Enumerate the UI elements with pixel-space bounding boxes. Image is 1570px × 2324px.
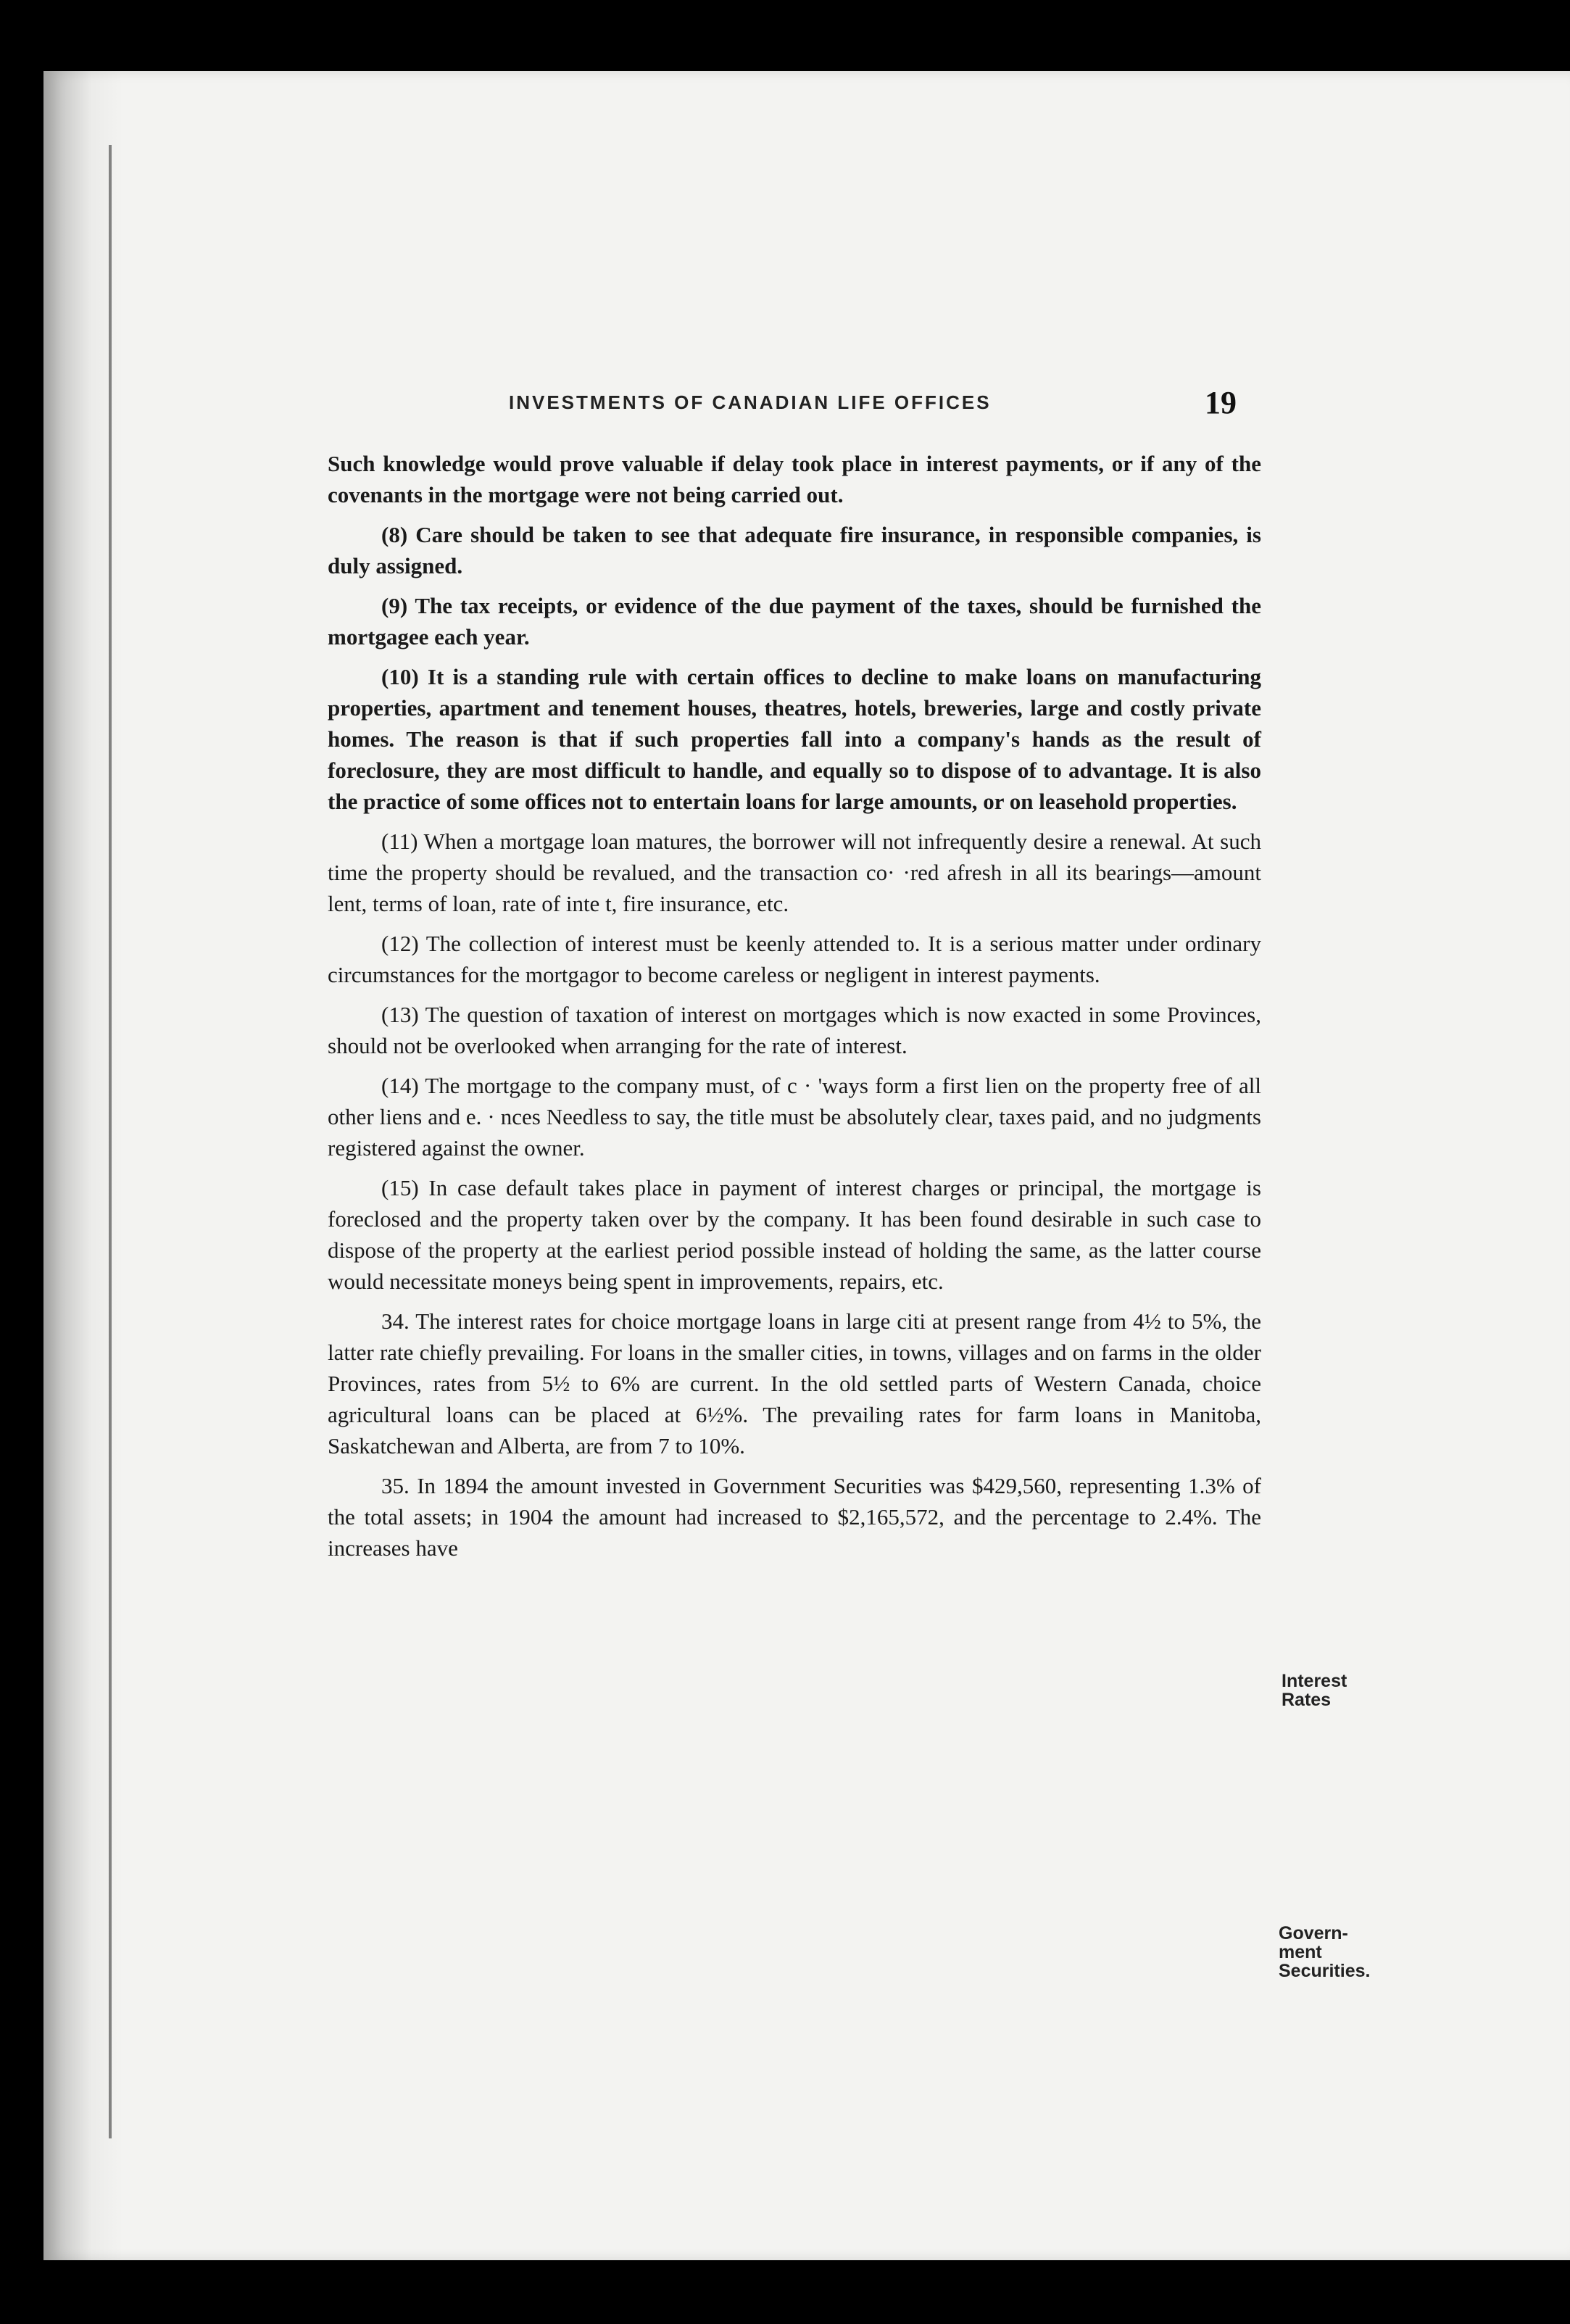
- sidenote-line: Securities.: [1279, 1961, 1371, 1981]
- sidenote-line: Rates: [1282, 1690, 1332, 1710]
- sidenote-interest-rates: [1282, 1672, 1397, 1709]
- sidenote-line: Govern-: [1279, 1923, 1348, 1943]
- paragraph-15: (15) In case default takes place in payment of interest charges or principal, the mortgage is foreclosed and the property taken over by the company. It has been found desirable in such case to dispose of the property at the earliest period possible instead of holding the same, as the latter course would necessitate moneys being spent in improvements, repairs, etc.: [328, 1175, 1261, 1294]
- paragraph-continuation: Such knowledge would prove valuable if delay took place in interest payments, or if any of the covenants in the mortgage were not being carried out.: [328, 451, 1261, 507]
- sidenote-line: Interest: [1282, 1671, 1347, 1691]
- body-text: [328, 448, 1261, 1572]
- paragraph-9: (9) The tax receipts, or evidence of the due payment of the taxes, should be furnished the mortgagee each year.: [328, 593, 1261, 650]
- binding-line: [109, 145, 112, 2138]
- paragraph-12: (12) The collection of interest must be keenly attended to. It is a serious matter under ordinary circumstances for the mortgagor to become careless or negligent in interest payments.: [328, 931, 1261, 987]
- page-header: [328, 384, 1270, 428]
- paragraph-34: 34. The interest rates for choice mortgage loans in large citi at present range from 4½ to 5%, the latter rate chiefly prevailing. For loans in the smaller cities, in towns, villages and on farms in the older Provinces, rates from 5½ to 6% are current. In the old settled parts of Western Canada, choice agricultural loans can be placed at 6½%. The prevailing rates for farm loans in Manitoba, Saskatchewan and Alberta, are from 7 to 10%.: [328, 1308, 1261, 1458]
- page-number: 19: [1205, 385, 1237, 420]
- sidenote-line: ment: [1279, 1942, 1322, 1962]
- paragraph-10: (10) It is a standing rule with certain offices to decline to make loans on manufacturing properties, apartment and tenement houses, theatres, hotels, breweries, large and costly private homes. The reason is that if such properties fall into a company's hands as the result of foreclosure, they are most difficult to handle, and equally so to dispose of to advantage. It is also the practice of some offices not to entertain loans for large amounts, or on leasehold properties.: [328, 664, 1261, 814]
- paragraph-13: (13) The question of taxation of interest on mortgages which is now exacted in some Provinces, should not be overlooked when arranging for the rate of interest.: [328, 1002, 1261, 1058]
- paragraph-14: (14) The mortgage to the company must, of c · 'ways form a first lien on the property free of all other liens and e. · nces Needless to say, the title must be absolutely clear, taxes paid, and no judgments registered against the owner.: [328, 1073, 1261, 1161]
- paragraph-8: (8) Care should be taken to see that adequate fire insurance, in responsible companies, is duly assigned.: [328, 522, 1261, 578]
- paragraph-11: (11) When a mortgage loan matures, the borrower will not infrequently desire a renewal. At such time the property should be revalued, and the transaction co· ·red afresh in all its bearings—amount lent, terms of loan, rate of inte t, fire insurance, etc.: [328, 829, 1261, 916]
- sidenote-government-securities: [1279, 1924, 1424, 1980]
- running-head: INVESTMENTS OF CANADIAN LIFE OFFICES: [509, 391, 992, 413]
- paragraph-35: 35. In 1894 the amount invested in Government Securities was $429,560, representing 1.3% of the total assets; in 1904 the amount had increased to $2,165,572, and the percentage to 2.4%. The increases have: [328, 1473, 1261, 1561]
